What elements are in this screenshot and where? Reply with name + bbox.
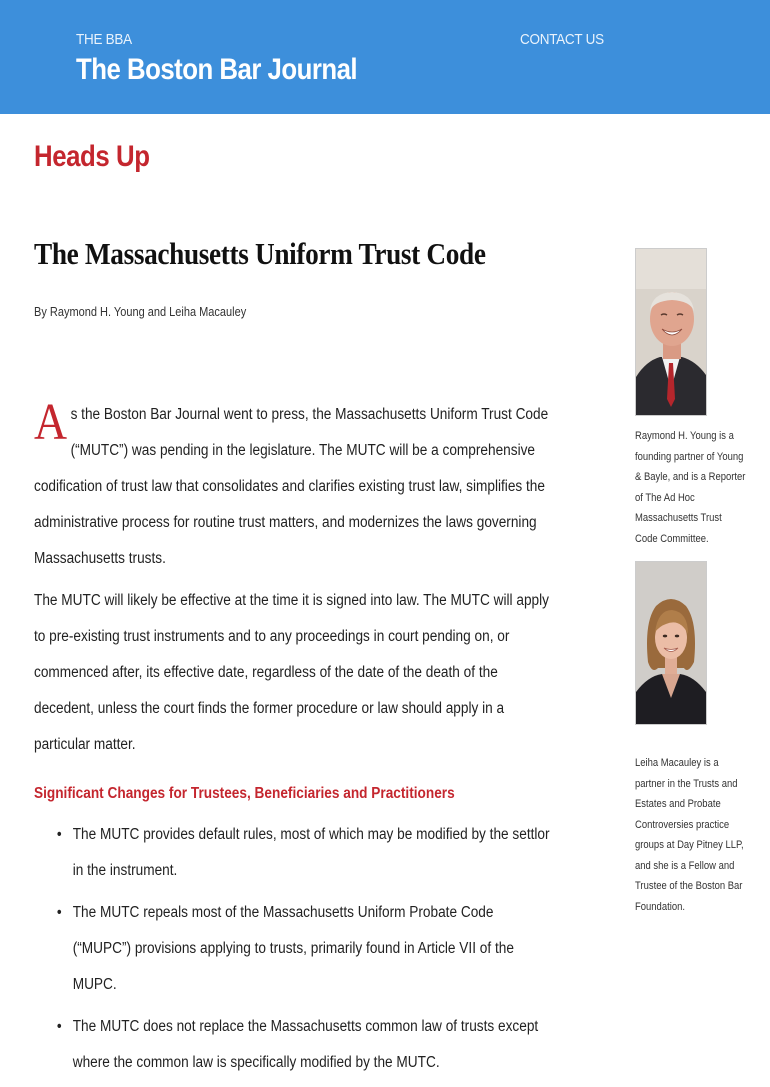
- list-item: [34, 817, 551, 889]
- bullet-icon: •: [56, 826, 62, 843]
- list-item: [34, 895, 551, 1003]
- author-caption-raymond-young: Raymond H. Young is a founding partner of Young & Bayle, and is a Reporter of The Ad Hoc Massachusetts Trust Code Committee.: [635, 430, 746, 545]
- list-item-text: The MUTC repeals most of the Massachusetts Uniform Probate Code (“MUPC”) provisions applying to trusts, primarily found in Article VII of the MUPC.: [72, 904, 514, 993]
- site-header: [0, 0, 770, 114]
- portrait-woman-icon: [636, 562, 706, 724]
- paragraph-intro: [34, 394, 551, 577]
- author-photo-raymond-young: [635, 248, 707, 416]
- article-title: The Massachusetts Uniform Trust Code: [34, 236, 486, 271]
- list-item: [34, 1009, 551, 1081]
- article-byline: By Raymond H. Young and Leiha Macauley: [34, 305, 247, 319]
- article-body: [34, 394, 551, 1087]
- author-caption-leiha-macauley: Leiha Macauley is a partner in the Trusts and Estates and Probate Controversies practice groups at Day Pitney LLP, and she is a Fellow and Trustee of the Boston Bar Foundation.: [635, 757, 744, 913]
- list-item-text: The MUTC does not replace the Massachusetts common law of trusts except where the common law is specifically modified by the MUTC.: [72, 1018, 539, 1071]
- site-title-link[interactable]: The Boston Bar Journal: [76, 53, 358, 86]
- article-subheading: Significant Changes for Trustees, Beneficiaries and Practitioners: [34, 785, 455, 802]
- bullet-icon: •: [56, 1018, 62, 1035]
- nav-link-the-bba[interactable]: THE BBA: [76, 31, 132, 48]
- list-item-text: The MUTC provides default rules, most of which may be modified by the settlor in the instrument.: [72, 826, 550, 879]
- nav-link-contact-us[interactable]: CONTACT US: [520, 31, 604, 48]
- portrait-man-icon: [636, 249, 706, 415]
- section-heading: Heads Up: [34, 140, 150, 173]
- paragraph-effective-date: The MUTC will likely be effective at the time it is signed into law. The MUTC will apply to pre-existing trust instruments and to any proceedings in court pending on, or commenced after, its effective date, regardless of the date of the death of the decedent, unless the court finds the former procedure or law should apply in a particular matter.: [34, 592, 549, 753]
- author-photo-leiha-macauley: [635, 561, 707, 725]
- bullet-icon: •: [56, 904, 62, 921]
- paragraph-intro-text: s the Boston Bar Journal went to press, the Massachusetts Uniform Trust Code (“MUTC”) was pending in the legislature. The MUTC will be a comprehensive codification of trust law that consolidates and clarifies existing trust law, simplifies the administrative process for routine trust matters, and modernizes the laws governing Massachusetts trusts.: [34, 406, 549, 567]
- drop-cap: A: [34, 394, 68, 451]
- changes-list: [34, 817, 551, 1081]
